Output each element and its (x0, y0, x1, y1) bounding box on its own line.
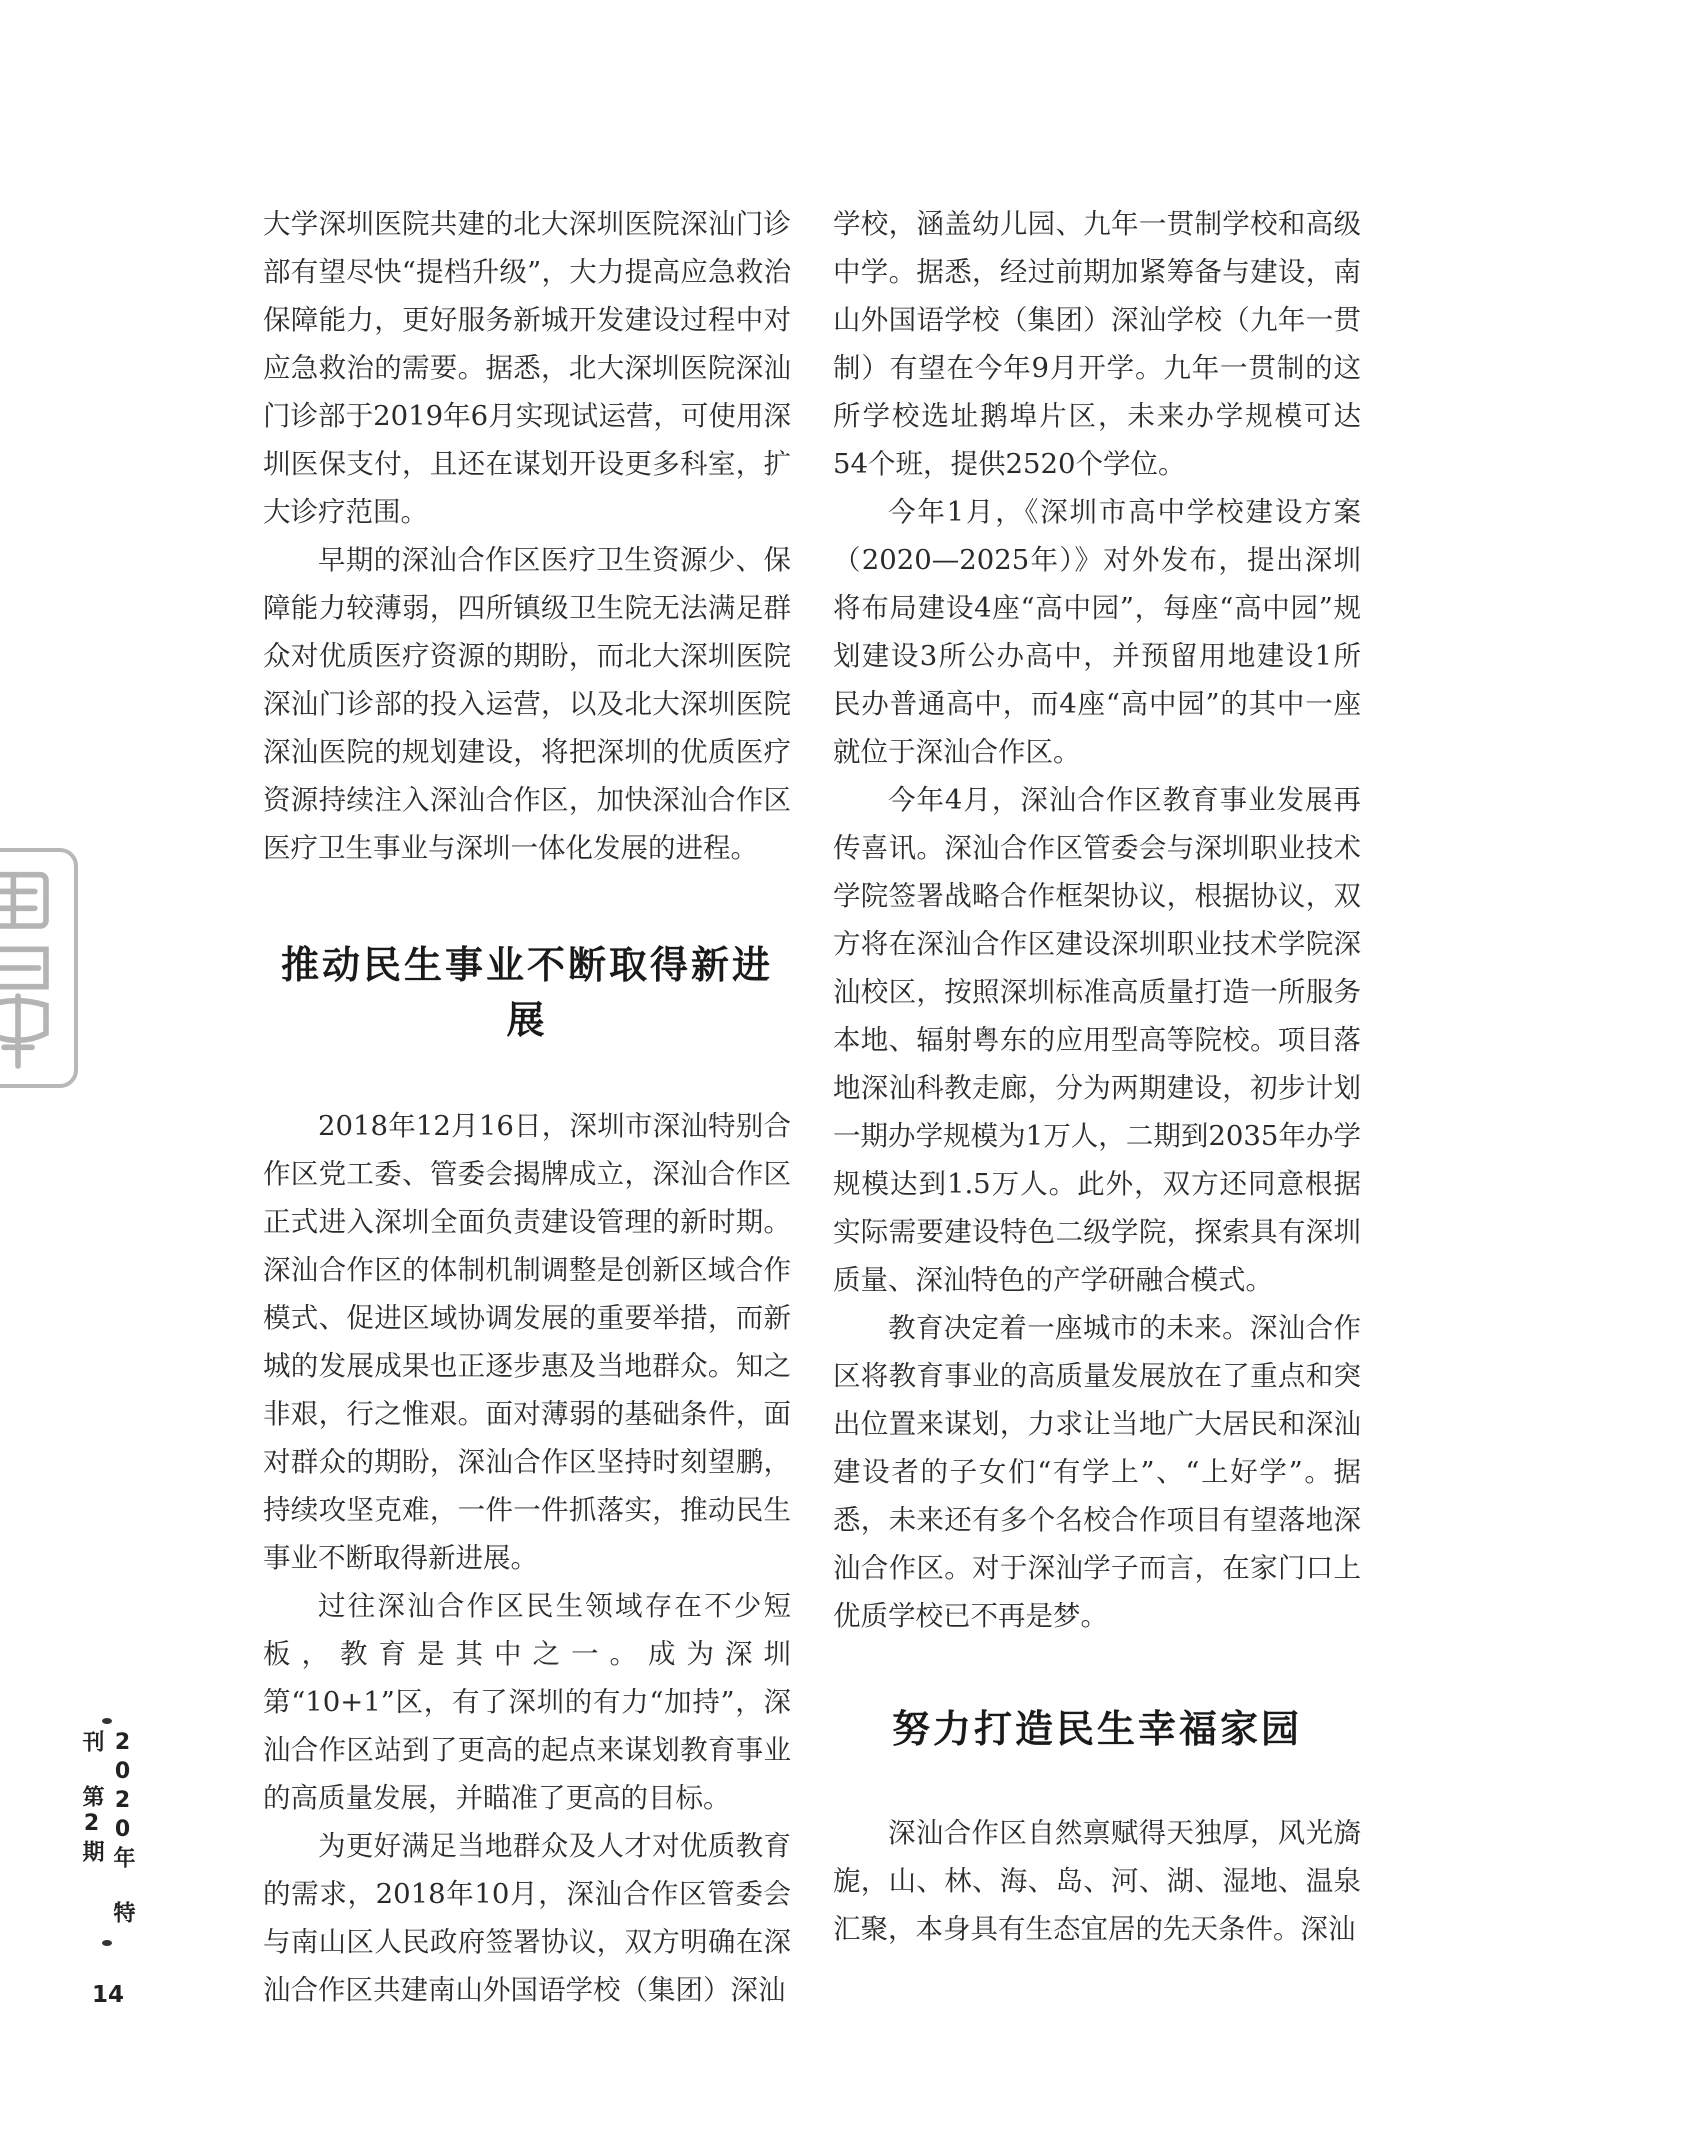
bullet-dot-icon (102, 1718, 112, 1724)
section-heading: 推动民生事业不断取得新进展 (280, 942, 773, 1042)
paragraph: 过往深汕合作区民生领域存在不少短板，教育是其中之一。成为深圳第“10+1”区，有了深圳的有力“加持”，深汕合作区站到了更高的起点来谋划教育事业的高质量发展，并瞄准了更高的目标。 (263, 1590, 791, 1814)
seal-glyph-icon (0, 852, 74, 1084)
left-column (263, 200, 791, 2014)
paragraph: 大学深圳医院共建的北大深圳医院深汕门诊部有望尽快“提档升级”，大力提高应急救治保障能力，更好服务新城开发建设过程中对应急救治的需要。据悉，北大深圳医院深汕门诊部于2019年6月实现试运营，可使用深圳医保支付，且还在谋划开设更多科室，扩大诊疗范围。 (263, 208, 791, 528)
section-heading: 努力打造民生幸福家园 (891, 1706, 1302, 1751)
paragraph: 教育决定着一座城市的未来。深汕合作区将教育事业的高质量发展放在了重点和突出位置来谋划，力求让当地广大居民和深汕建设者的子女们“有学上”、“上好学”。据悉，未来还有多个名校合作项目有望落地深汕合作区。对于深汕学子而言，在家门口上优质学校已不再是梦。 (833, 1312, 1361, 1632)
paragraph: 早期的深汕合作区医疗卫生资源少、保障能力较薄弱，四所镇级卫生院无法满足群众对优质医疗资源的期盼，而北大深圳医院深汕门诊部的投入运营，以及北大深圳医院深汕医院的规划建设，将把深圳的优质医疗资源持续注入深汕合作区，加快深汕合作区医疗卫生事业与深圳一体化发展的进程。 (263, 544, 791, 864)
seal-stamp-decoration (0, 848, 78, 1088)
page-number: 14 (92, 1982, 125, 2008)
bullet-dot-icon (102, 1940, 112, 1946)
paragraph: 学校，涵盖幼儿园、九年一贯制学校和高级中学。据悉，经过前期加紧筹备与建设，南山外国语学校（集团）深汕学校（九年一贯制）有望在今年9月开学。九年一贯制的这所学校选址鹅埠片区，未来办学规模可达54个班，提供2520个学位。 (833, 208, 1361, 480)
paragraph: 深汕合作区自然禀赋得天独厚，风光旖旎，山、林、海、岛、河、湖、湿地、温泉汇聚，本身具有生态宜居的先天条件。深汕 (833, 1817, 1361, 1945)
paragraph: 今年4月，深汕合作区教育事业发展再传喜讯。深汕合作区管委会与深圳职业技术学院签署战略合作框架协议，根据协议，双方将在深汕合作区建设深圳职业技术学院深汕校区，按照深圳标准高质量打造一所服务本地、辐射粤东的应用型高等院校。项目落地深汕科教走廊，分为两期建设，初步计划一期办学规模为1万人，二期到2035年办学规模达到1.5万人。此外，双方还同意根据实际需要建设特色二级学院，探索具有深圳质量、深汕特色的产学研融合模式。 (833, 784, 1361, 1296)
paragraph: 2018年12月16日，深圳市深汕特别合作区党工委、管委会揭牌成立，深汕合作区正式进入深圳全面负责建设管理的新时期。深汕合作区的体制机制调整是创新区域合作模式、促进区域协调发展的重要举措，而新城的发展成果也正逐步惠及当地群众。知之非艰，行之惟艰。面对薄弱的基础条件，面对群众的期盼，深汕合作区坚持时刻望鹏，持续攻坚克难，一件一件抓落实，推动民生事业不断取得新进展。 (263, 1110, 791, 1574)
paragraph: 为更好满足当地群众及人才对优质教育的需求，2018年10月，深汕合作区管委会与南山区人民政府签署协议，双方明确在深汕合作区共建南山外国语学校（集团）深汕 (263, 1830, 791, 2006)
issue-label (79, 1712, 135, 1952)
paragraph: 今年1月，《深圳市高中学校建设方案（2020—2025年）》对外发布，提出深圳将布局建设4座“高中园”，每座“高中园”规划建设3所公办高中，并预留用地建设1所民办普通高中，而4座“高中园”的其中一座就位于深汕合作区。 (833, 496, 1361, 768)
right-column (833, 200, 1361, 1953)
issue-text: 2020年 特刊 第2期 (79, 1730, 135, 1928)
